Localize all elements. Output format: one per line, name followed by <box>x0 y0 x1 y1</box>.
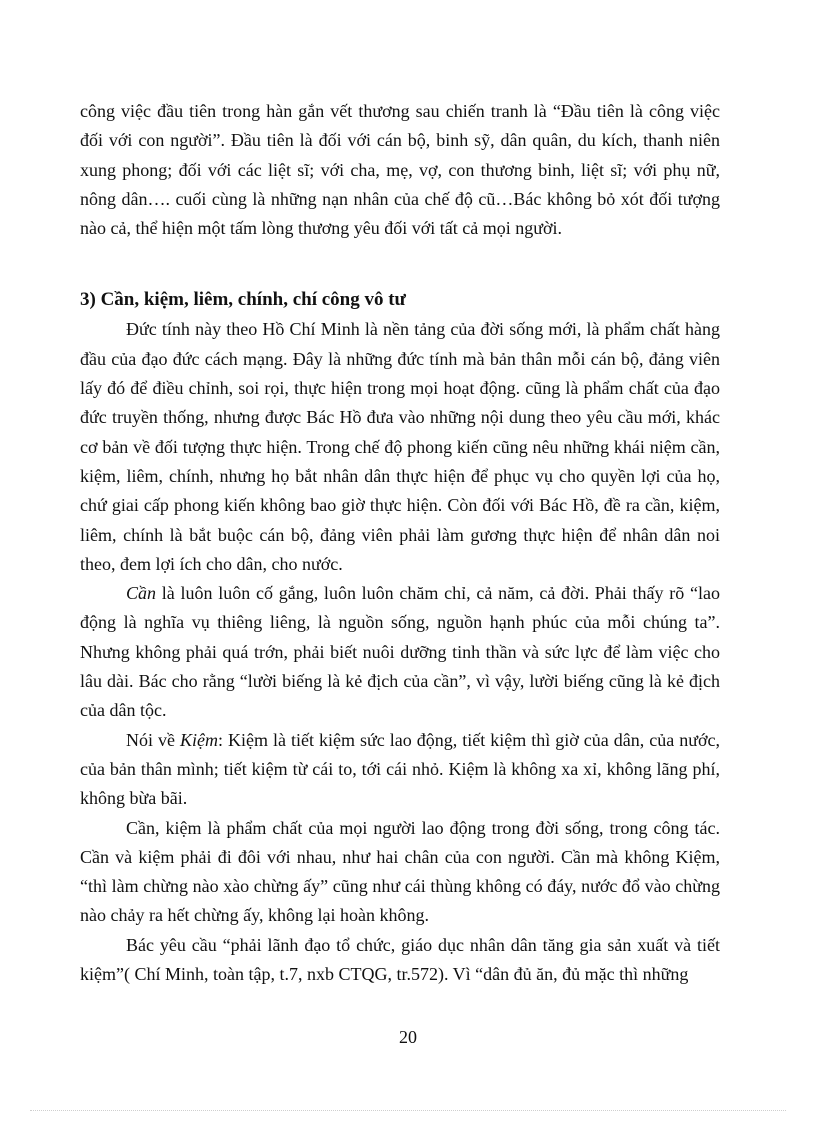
page-body <box>80 97 720 989</box>
paragraph-3-lead: Nói về <box>126 729 180 750</box>
paragraph-2-text: là luôn luôn cố gắng, luôn luôn chăm chỉ, cả năm, cả đời. Phải thấy rõ “lao động là nghĩa vụ thiêng liêng, là nguồn sống, nguồn hạnh phúc của mỗi chúng ta”. Nhưng không phải quá trớn, phải biết nuôi dưỡng tinh thần và sức lực để làm việc cho lâu dài. Bác cho rằng “lười biếng là kẻ địch của cần”, vì vậy, lười biếng cũng là kẻ địch của dân tộc. <box>80 583 720 721</box>
paragraph-5: Bác yêu cầu “phải lãnh đạo tổ chức, giáo dục nhân dân tăng gia sản xuất và tiết kiệm”( Chí Minh, toàn tập, t.7, nxb CTQG, tr.572). Vì “dân đủ ăn, đủ mặc thì những <box>80 934 720 985</box>
emphasis-kiem: Kiệm <box>180 729 218 750</box>
emphasis-can: Cần <box>126 583 157 604</box>
page-bottom-divider <box>30 1110 786 1111</box>
section-heading: 3) Cần, kiệm, liêm, chính, chí công vô tư <box>80 289 406 311</box>
page-number: 20 <box>399 1027 417 1047</box>
paragraph-3 <box>80 726 720 814</box>
paragraph-gap <box>80 243 720 285</box>
paragraph-4: Cần, kiệm là phẩm chất của mọi người lao động trong đời sống, trong công tác. Cần và kiệm phải đi đôi với nhau, như hai chân của con người. Cần mà không Kiệm, “thì làm chừng nào xào chừng ấy” cũng như cái thùng không có đáy, nước đổ vào chừng nào chảy ra hết chừng ấy, không lại hoàn không. <box>80 817 720 926</box>
paragraph-3-text: : Kiệm là tiết kiệm sức lao động, tiết kiệm thì giờ của dân, của nước, của bản thân mình; tiết kiệm từ cái to, tới cái nhỏ. Kiệm là không xa xỉ, không lãng phí, không bừa bãi. <box>80 729 720 809</box>
intro-paragraph: công việc đầu tiên trong hàn gắn vết thương sau chiến tranh là “Đầu tiên là công việc đối với con người”. Đầu tiên là đối với cán bộ, binh sỹ, dân quân, du kích, thanh niên xung phong; đối với các liệt sĩ; với cha, mẹ, vợ, con thương binh, liệt sĩ; với phụ nữ, nông dân…. cuối cùng là những nạn nhân của chế độ cũ…Bác không bỏ xót đối tượng nào cả, thể hiện một tấm lòng thương yêu đối với tất cả mọi người. <box>80 101 720 239</box>
paragraph-1: Đức tính này theo Hồ Chí Minh là nền tảng của đời sống mới, là phẩm chất hàng đầu của đạo đức cách mạng. Đây là những đức tính mà bản thân mỗi cán bộ, đảng viên lấy đó để điều chỉnh, soi rọi, thực hiện trong mọi hoạt động. cũng là phẩm chất của đạo đức truyền thống, nhưng được Bác Hồ đưa vào những nội dung theo yêu cầu mới, khác cơ bản về đối tượng thực hiện. Trong chế độ phong kiến cũng nêu những khái niệm cần, kiệm, liêm, chính, nhưng họ bắt nhân dân thực hiện để phục vụ cho quyền lợi của họ, chứ giai cấp phong kiến không bao giờ thực hiện. Còn đối với Bác Hồ, đề ra cần, kiệm, liêm, chính là bắt buộc cán bộ, đảng viên phải làm gương thực hiện để nhân dân noi theo, đem lợi ích cho dân, cho nước. <box>80 319 720 574</box>
paragraph-2 <box>80 579 720 725</box>
